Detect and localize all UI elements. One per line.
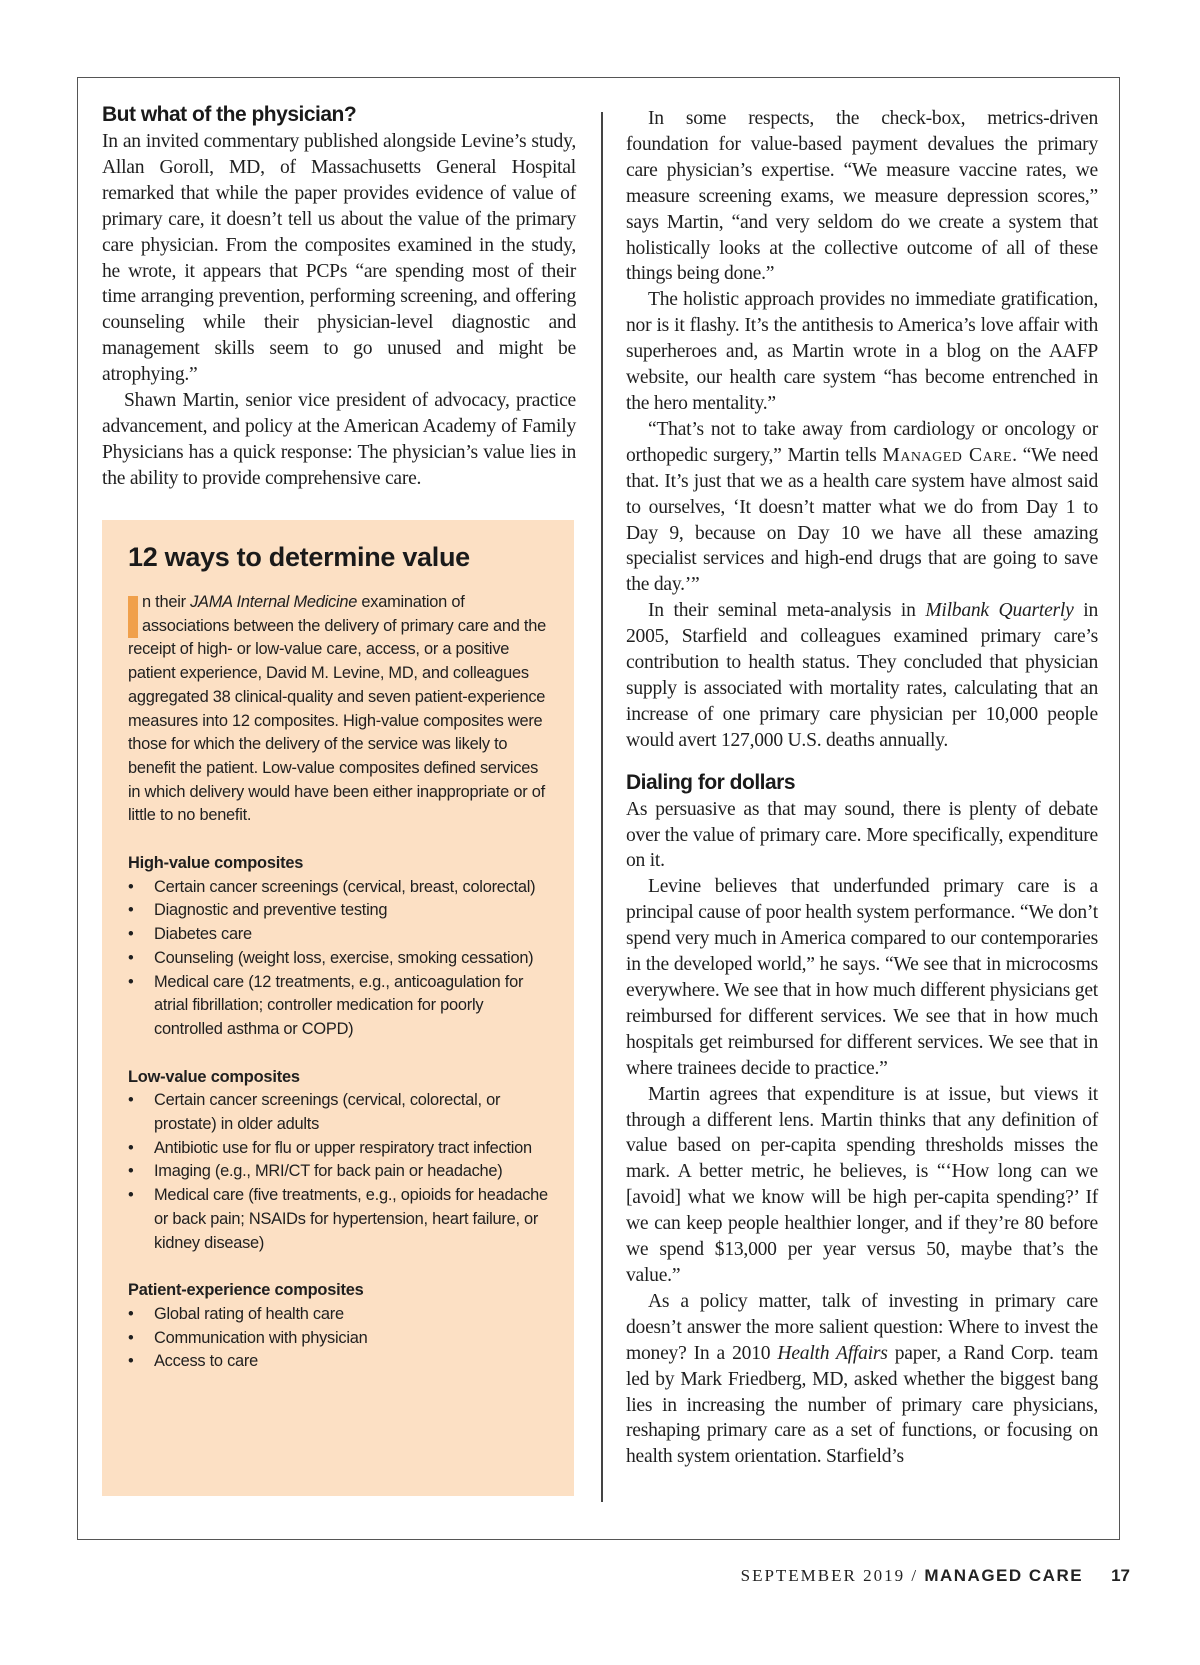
patient-experience-list — [128, 1303, 554, 1374]
bullet-icon: • — [128, 877, 134, 896]
list-item: • Counseling (weight loss, exercise, smoking cessation) — [128, 947, 554, 971]
bullet-icon: • — [128, 972, 134, 991]
patient-experience-heading: Patient-experience composites — [128, 1281, 364, 1300]
paragraph: As persuasive as that may sound, there is plenty of debate over the value of primary care. More specifically, expenditure on it. — [626, 798, 1098, 872]
bullet-icon: • — [128, 901, 134, 920]
page-number: 17 — [1111, 1566, 1130, 1585]
paragraph: In some respects, the check-box, metrics-driven foundation for value-based payment devalues the primary care physician’s expertise. “We measure vaccine rates, we measure screening exams, we measure depression scores,” says Martin, “and very seldom do we create a system that holistically looks at the collective outcome of all of these things being done.” — [626, 108, 1098, 285]
list-item: • Certain cancer screenings (cervical, colorectal, or prostate) in older adults — [128, 1091, 501, 1134]
paragraph: The holistic approach provides no immediate gratification, nor is it flashy. It’s the antithesis to America’s love affair with superheroes and, as Martin wrote in a blog on the AAFP website, our health care system “has become entrenched in the hero mentality.” — [626, 289, 1098, 414]
paragraph: “That’s not to take away from cardiology or oncology or orthopedic surgery,” Martin tells Managed Care. “We need that. It’s just that we as a health care system have almost said to ourselves, ‘It doesn’t matter what we do from Day 1 to Day 9, because on Day 10 we have all these amazing specialist services and high-end drugs that are going to save the day.’” — [626, 418, 1098, 596]
journal-title: Health Affairs — [777, 1342, 888, 1364]
list-item: • Diagnostic and preventive testing — [128, 899, 554, 923]
bullet-icon: • — [128, 1304, 134, 1323]
list-item: • Diabetes care — [128, 923, 554, 947]
bullet-icon: • — [128, 1091, 134, 1110]
list-item: • Communication with physician — [128, 1327, 554, 1351]
low-value-heading: Low-value composites — [128, 1067, 300, 1086]
paragraph: In their seminal meta-analysis in Milbank Quarterly in 2005, Starfield and colleagues examined primary care’s contribution to health status. They concluded that physician supply is associated with mortality rates, calculating that an increase of one primary care physician per 10,000 people would avert 127,000 U.S. deaths annually. — [626, 600, 1099, 751]
high-value-list — [128, 876, 554, 1042]
issue-date: SEPTEMBER 2019 / — [740, 1566, 925, 1585]
list-item: • Antibiotic use for flu or upper respiratory tract infection — [128, 1137, 554, 1161]
high-value-heading: High-value composites — [128, 854, 304, 873]
right-column — [626, 106, 1098, 1470]
list-item: • Global rating of health care — [128, 1303, 554, 1327]
bullet-icon: • — [128, 1328, 134, 1347]
bullet-icon: • — [128, 1352, 134, 1371]
bullet-icon: • — [128, 1186, 134, 1205]
page-footer — [741, 1566, 1130, 1586]
list-item: • Certain cancer screenings (cervical, breast, colorectal) — [128, 876, 554, 900]
sidebar-title: 12 ways to determine value — [128, 542, 470, 572]
bullet-icon: • — [128, 925, 134, 944]
paragraph: Martin agrees that expenditure is at issue, but views it through a different lens. Martin thinks that any definition of value based on per-capita spending thresholds misses the mark. A better metric, he believes, is “‘How long can we [avoid] what we know will be high per-capita spending?’ If we can keep people healthier longer, and if they’re 80 before we spend $13,000 per year versus 50, maybe that’s the value.” — [626, 1083, 1098, 1286]
section-heading-physician: But what of the physician? — [102, 103, 357, 126]
list-item: • Imaging (e.g., MRI/CT for back pain or headache) — [128, 1160, 554, 1184]
section-heading-dollars: Dialing for dollars — [626, 770, 796, 794]
column-rule — [601, 112, 603, 1502]
paragraph: In an invited commentary published alongside Levine’s study, Allan Goroll, MD, of Massachusetts General Hospital remarked that while the paper provides evidence of value of primary care, it doesn’t tell us about the value of the primary care physician. From the composites examined in the study, he wrote, it appears that PCPs “are spending most of their time arranging prevention, performing screening, and offering counseling while their physician-level diagnostic and management skills seem to go unused and might be atrophying.” — [102, 131, 576, 386]
journal-title: Milbank Quarterly — [925, 600, 1074, 622]
paragraph: Shawn Martin, senior vice president of advocacy, practice advancement, and policy at the American Academy of Family Physicians has a quick response: The physician’s value lies in the ability to provide comprehensive care. — [102, 390, 576, 489]
magazine-name: MANAGED CARE — [924, 1566, 1084, 1585]
left-column — [102, 102, 576, 492]
magazine-name: Managed Care — [882, 444, 1013, 466]
sidebar-intro: n their JAMA Internal Medicine examination of associations between the delivery of primary care and the receipt of high- or low-value care, access, or a positive patient experience, David M. Levine, MD, and colleagues aggregated 38 clinical-quality and seven patient-experience measures into 12 composites. High-value composites were those for which the delivery of the service was likely to benefit the patient. Low-value composites defined services in which delivery would have been either inappropriate or of little to no benefit. — [128, 593, 546, 825]
paragraph: As a policy matter, talk of investing in primary care doesn’t answer the more salient question: Where to invest the money? In a 2010 Health Affairs paper, a Rand Corp. team led by Mark Friedberg, MD, asked whether the biggest bang lies in increasing the number of primary care physicians, reshaping primary care as a set of functions, or focusing on health system orientation. Starfield’s — [626, 1290, 1098, 1468]
sidebar-box — [102, 520, 574, 1496]
paragraph: Levine believes that underfunded primary care is a principal cause of poor health system performance. “We don’t spend very much in America compared to our contemporaries in the developed world,” he says. “We see that in microcosms everywhere. We see that in how much different physicians get reimbursed for different services. We see that in how much hospitals get reimbursed for different services. We see that in where trainees decide to practice.” — [626, 876, 1098, 1079]
list-item: • Access to care — [128, 1350, 554, 1374]
bullet-icon: • — [128, 1162, 134, 1181]
bullet-icon: • — [128, 948, 134, 967]
dropcap-i-bar — [128, 596, 138, 638]
bullet-icon: • — [128, 1138, 134, 1157]
journal-title: JAMA Internal Medicine — [190, 593, 358, 611]
list-item: • Medical care (five treatments, e.g., opioids for headache or back pain; NSAIDs for hypertension, heart failure, or kidney disease) — [128, 1186, 548, 1252]
list-item: • Medical care (12 treatments, e.g., anticoagulation for atrial fibrillation; controller medication for poorly controlled asthma or COPD) — [128, 972, 524, 1038]
low-value-list — [128, 1089, 554, 1255]
